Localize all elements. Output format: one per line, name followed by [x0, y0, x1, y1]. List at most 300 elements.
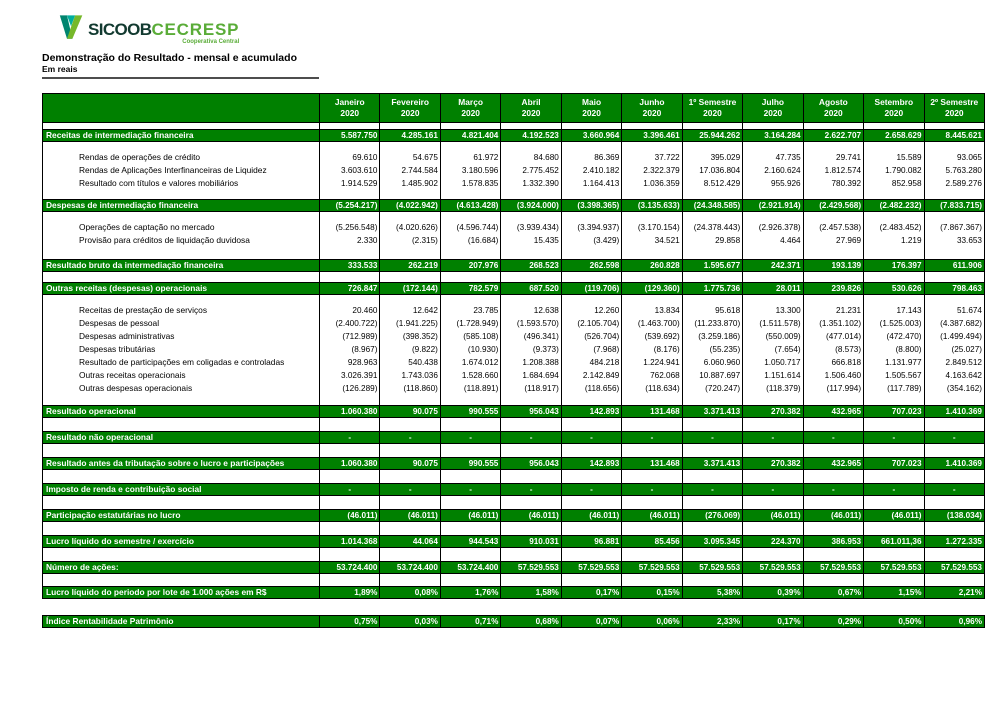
value-cell: - — [561, 432, 621, 443]
value-cell — [863, 272, 923, 282]
value-cell — [621, 395, 681, 405]
value-cell: (496.341) — [500, 330, 560, 343]
value-cell: 530.626 — [863, 283, 923, 294]
month-column-header — [742, 94, 802, 122]
value-cell: (4.020.626) — [379, 221, 439, 234]
value-cell — [561, 574, 621, 586]
row-label: Resultado de participações em coligadas e controladas — [79, 357, 285, 367]
value-cell — [682, 295, 742, 304]
value-cell — [863, 123, 923, 129]
value-cell: 270.382 — [742, 458, 802, 469]
column-header-row — [42, 93, 985, 123]
value-cell — [440, 247, 500, 259]
value-cell: 1.050.717 — [742, 356, 802, 369]
value-cell: (3.394.937) — [561, 221, 621, 234]
value-cell: 17.143 — [863, 304, 923, 317]
value-cell — [319, 522, 379, 535]
value-cell — [440, 548, 500, 561]
value-cell: 262.598 — [561, 260, 621, 271]
unit-label: Em reais — [42, 64, 319, 79]
value-cell: 1.505.567 — [863, 369, 923, 382]
row-label: Provisão para créditos de liquidação duvidosa — [79, 235, 250, 245]
value-cell — [319, 548, 379, 561]
value-cell: 1.743.036 — [379, 369, 439, 382]
section-row — [42, 586, 985, 599]
value-cell — [742, 470, 802, 483]
value-cell: 193.139 — [803, 260, 863, 271]
brand-tagline: Cooperativa Central — [182, 39, 240, 45]
value-cell: (7.654) — [742, 343, 802, 356]
value-cell: (472.470) — [863, 330, 923, 343]
value-cell: (46.011) — [803, 510, 863, 521]
value-cell: 956.043 — [500, 406, 560, 417]
value-cell — [621, 190, 681, 199]
value-cell — [440, 444, 500, 457]
value-cell — [863, 574, 923, 586]
value-cell — [500, 496, 560, 509]
value-cell — [621, 272, 681, 282]
value-cell — [682, 522, 742, 535]
value-cell — [803, 444, 863, 457]
value-cell — [561, 496, 621, 509]
value-cell: 57.529.553 — [924, 562, 984, 573]
row-label: Lucro líquido do periodo por lote de 1.000 ações em R$ — [46, 587, 267, 597]
value-cell: 432.965 — [803, 458, 863, 469]
value-cell: (4.387.682) — [924, 317, 984, 330]
value-cell — [319, 395, 379, 405]
value-cell: (46.011) — [500, 510, 560, 521]
value-cell: 0,03% — [379, 616, 439, 627]
value-cell — [621, 142, 681, 151]
value-cell — [319, 212, 379, 221]
value-cell: 33.653 — [924, 234, 984, 247]
value-cell: 762.068 — [621, 369, 681, 382]
value-cell: - — [561, 484, 621, 495]
value-cell: 852.958 — [863, 177, 923, 190]
value-cell — [561, 190, 621, 199]
value-cell: (477.014) — [803, 330, 863, 343]
value-cell — [500, 123, 560, 129]
value-cell — [379, 574, 439, 586]
detail-row — [42, 164, 985, 177]
value-cell: 4.163.642 — [924, 369, 984, 382]
table-gap — [42, 599, 985, 615]
column-month: Junho — [639, 97, 665, 108]
value-cell — [742, 295, 802, 304]
value-cell: 57.529.553 — [863, 562, 923, 573]
row-label — [43, 496, 319, 509]
value-cell — [379, 496, 439, 509]
section-row — [42, 282, 985, 295]
value-cell: - — [682, 432, 742, 443]
value-cell: 944.543 — [440, 536, 500, 547]
value-cell: (4.596.744) — [440, 221, 500, 234]
value-cell: 1,89% — [319, 587, 379, 598]
spacer-row — [42, 212, 985, 221]
value-cell: 1.528.660 — [440, 369, 500, 382]
value-cell: 1.812.574 — [803, 164, 863, 177]
detail-row — [42, 343, 985, 356]
detail-row — [42, 330, 985, 343]
value-cell: 432.965 — [803, 406, 863, 417]
value-cell — [379, 272, 439, 282]
value-cell — [440, 470, 500, 483]
value-cell — [863, 190, 923, 199]
value-cell — [803, 418, 863, 431]
value-cell — [440, 418, 500, 431]
value-cell: (172.144) — [379, 283, 439, 294]
value-cell — [924, 395, 984, 405]
value-cell: (55.235) — [682, 343, 742, 356]
value-cell: 1.036.359 — [621, 177, 681, 190]
value-cell: 15.435 — [500, 234, 560, 247]
value-cell: 2,21% — [924, 587, 984, 598]
row-label: Resultado com títulos e valores mobiliários — [79, 178, 239, 188]
value-cell: - — [682, 484, 742, 495]
value-cell — [682, 247, 742, 259]
value-cell — [621, 418, 681, 431]
value-cell — [863, 212, 923, 221]
value-cell: (11.233.870) — [682, 317, 742, 330]
section-row — [42, 561, 985, 574]
value-cell — [803, 142, 863, 151]
row-label: Despesas administrativas — [79, 331, 175, 341]
row-label — [43, 212, 319, 221]
value-cell: (3.259.186) — [682, 330, 742, 343]
value-cell — [742, 272, 802, 282]
spacer-row — [42, 247, 985, 259]
value-cell: - — [379, 484, 439, 495]
value-cell: (10.930) — [440, 343, 500, 356]
value-cell: 2.589.276 — [924, 177, 984, 190]
value-cell — [561, 418, 621, 431]
column-year: 2020 — [582, 108, 601, 118]
value-cell: 4.285.161 — [379, 130, 439, 141]
value-cell — [379, 212, 439, 221]
spacer-row — [42, 395, 985, 405]
section-row — [42, 615, 985, 628]
value-cell: - — [440, 484, 500, 495]
row-label: Despesas tributárias — [79, 344, 156, 354]
value-cell — [924, 574, 984, 586]
column-year: 2020 — [824, 108, 843, 118]
value-cell: 1,76% — [440, 587, 500, 598]
value-cell: 262.219 — [379, 260, 439, 271]
value-cell: (117.994) — [803, 382, 863, 395]
row-label: Rendas de Aplicações Interfinanceiras de Liquidez — [79, 165, 267, 175]
value-cell: (46.011) — [440, 510, 500, 521]
value-cell: 1.060.380 — [319, 458, 379, 469]
spacer-row — [42, 470, 985, 483]
value-cell — [379, 190, 439, 199]
value-cell: 176.397 — [863, 260, 923, 271]
row-label: Resultado antes da tributação sobre o lucro e participações — [46, 458, 285, 468]
value-cell: 57.529.553 — [621, 562, 681, 573]
value-cell: 1.014.368 — [319, 536, 379, 547]
column-month: Janeiro — [334, 97, 365, 108]
value-cell — [803, 574, 863, 586]
spacer-row — [42, 522, 985, 535]
value-cell: 1.060.380 — [319, 406, 379, 417]
value-cell — [803, 395, 863, 405]
value-cell — [319, 496, 379, 509]
value-cell — [863, 522, 923, 535]
value-cell: 84.680 — [500, 151, 560, 164]
value-cell: 23.785 — [440, 304, 500, 317]
value-cell: 13.300 — [742, 304, 802, 317]
value-cell — [379, 522, 439, 535]
value-cell — [500, 395, 560, 405]
value-cell — [440, 574, 500, 586]
value-cell — [803, 470, 863, 483]
value-cell: - — [500, 484, 560, 495]
value-cell: 3.660.964 — [561, 130, 621, 141]
value-cell: 955.926 — [742, 177, 802, 190]
value-cell — [500, 190, 560, 199]
value-cell: 707.023 — [863, 458, 923, 469]
section-row — [42, 199, 985, 212]
row-label — [43, 395, 319, 405]
value-cell — [621, 295, 681, 304]
detail-row — [42, 317, 985, 330]
value-cell: 260.828 — [621, 260, 681, 271]
value-cell: 1,15% — [863, 587, 923, 598]
value-cell — [682, 212, 742, 221]
value-cell: 0,06% — [621, 616, 681, 627]
value-cell: (2.926.378) — [742, 221, 802, 234]
detail-row — [42, 221, 985, 234]
value-cell: 12.638 — [500, 304, 560, 317]
value-cell: 8.512.429 — [682, 177, 742, 190]
value-cell: 69.610 — [319, 151, 379, 164]
value-cell — [682, 548, 742, 561]
value-cell: 484.218 — [561, 356, 621, 369]
month-column-header — [682, 94, 742, 122]
value-cell — [561, 123, 621, 129]
row-label: Despesas de intermediação financeira — [46, 200, 199, 210]
value-cell: 1.131.977 — [863, 356, 923, 369]
value-cell: (539.692) — [621, 330, 681, 343]
value-cell: (2.400.722) — [319, 317, 379, 330]
value-cell: 131.468 — [621, 406, 681, 417]
value-cell: (46.011) — [863, 510, 923, 521]
value-cell — [561, 142, 621, 151]
value-cell: 86.369 — [561, 151, 621, 164]
value-cell: 12.260 — [561, 304, 621, 317]
value-cell: 239.826 — [803, 283, 863, 294]
value-cell — [863, 496, 923, 509]
value-cell: (3.924.000) — [500, 200, 560, 211]
value-cell: 54.675 — [379, 151, 439, 164]
value-cell: 0,08% — [379, 587, 439, 598]
value-cell: 0,17% — [561, 587, 621, 598]
value-cell: (3.170.154) — [621, 221, 681, 234]
value-cell: 5.587.750 — [319, 130, 379, 141]
value-cell: 85.456 — [621, 536, 681, 547]
spacer-row — [42, 444, 985, 457]
value-cell — [924, 418, 984, 431]
value-cell: 910.031 — [500, 536, 560, 547]
value-cell: (1.525.003) — [863, 317, 923, 330]
value-cell: 0,96% — [924, 616, 984, 627]
value-cell: 3.603.610 — [319, 164, 379, 177]
value-cell: 90.075 — [379, 458, 439, 469]
value-cell — [319, 470, 379, 483]
value-cell: 990.555 — [440, 458, 500, 469]
value-cell: (2.483.452) — [863, 221, 923, 234]
value-cell: 3.026.391 — [319, 369, 379, 382]
value-cell — [742, 444, 802, 457]
value-cell: (1.511.578) — [742, 317, 802, 330]
detail-row — [42, 304, 985, 317]
value-cell — [561, 444, 621, 457]
value-cell — [924, 444, 984, 457]
statement-table — [42, 93, 985, 628]
value-cell: - — [803, 484, 863, 495]
value-cell: 3.396.461 — [621, 130, 681, 141]
value-cell — [621, 123, 681, 129]
value-cell — [682, 123, 742, 129]
value-cell — [621, 470, 681, 483]
column-month: Maio — [582, 97, 602, 108]
value-cell — [379, 142, 439, 151]
value-cell: (4.022.942) — [379, 200, 439, 211]
value-cell — [863, 395, 923, 405]
value-cell: 4.821.404 — [440, 130, 500, 141]
value-cell: 1.775.736 — [682, 283, 742, 294]
value-cell — [803, 212, 863, 221]
value-cell: (3.135.633) — [621, 200, 681, 211]
report-title: Demonstração do Resultado - mensal e acumulado — [42, 52, 297, 64]
row-label — [43, 142, 319, 151]
value-cell: 1,58% — [500, 587, 560, 598]
value-cell — [440, 522, 500, 535]
value-cell: (7.867.367) — [924, 221, 984, 234]
value-cell: 61.972 — [440, 151, 500, 164]
value-cell — [621, 522, 681, 535]
value-cell: 268.523 — [500, 260, 560, 271]
value-cell — [561, 522, 621, 535]
row-label — [43, 295, 319, 304]
brand-logo — [58, 15, 239, 45]
value-cell: 928.963 — [319, 356, 379, 369]
detail-row — [42, 177, 985, 190]
value-cell: 57.529.553 — [682, 562, 742, 573]
value-cell: 0,39% — [742, 587, 802, 598]
column-year: 2020 — [340, 108, 360, 118]
value-cell: 1.332.390 — [500, 177, 560, 190]
value-cell: 12.642 — [379, 304, 439, 317]
value-cell — [440, 123, 500, 129]
detail-row — [42, 151, 985, 164]
value-cell: (117.789) — [863, 382, 923, 395]
value-cell: 2.849.512 — [924, 356, 984, 369]
value-cell: 2.322.379 — [621, 164, 681, 177]
value-cell — [500, 142, 560, 151]
value-cell: 3.371.413 — [682, 406, 742, 417]
value-cell: - — [863, 432, 923, 443]
value-cell: - — [319, 432, 379, 443]
value-cell: 53.724.400 — [379, 562, 439, 573]
value-cell — [863, 548, 923, 561]
month-column-header — [379, 94, 439, 122]
value-cell: 57.529.553 — [561, 562, 621, 573]
spacer-row — [42, 190, 985, 199]
row-label: Outras receitas operacionais — [79, 370, 186, 380]
section-row — [42, 431, 985, 444]
value-cell: 0,67% — [803, 587, 863, 598]
value-cell — [682, 190, 742, 199]
value-cell: 1.410.369 — [924, 458, 984, 469]
value-cell — [924, 496, 984, 509]
value-cell: (1.499.494) — [924, 330, 984, 343]
value-cell: 687.520 — [500, 283, 560, 294]
value-cell: 2.160.624 — [742, 164, 802, 177]
value-cell: - — [863, 484, 923, 495]
value-cell: (585.108) — [440, 330, 500, 343]
detail-row — [42, 369, 985, 382]
value-cell — [863, 444, 923, 457]
value-cell — [924, 295, 984, 304]
value-cell: 1.164.413 — [561, 177, 621, 190]
sicoob-v-icon — [58, 15, 85, 41]
brand-suffix: CECRESP — [151, 20, 240, 39]
value-cell — [682, 395, 742, 405]
value-cell: 53.724.400 — [440, 562, 500, 573]
section-row — [42, 483, 985, 496]
value-cell: (1.351.102) — [803, 317, 863, 330]
value-cell — [319, 190, 379, 199]
value-cell — [863, 295, 923, 304]
spacer-row — [42, 418, 985, 431]
spacer-row — [42, 548, 985, 561]
value-cell: 28.011 — [742, 283, 802, 294]
value-cell — [440, 496, 500, 509]
value-cell — [803, 272, 863, 282]
value-cell — [319, 123, 379, 129]
column-year: 2020 — [461, 108, 480, 118]
value-cell: 395.029 — [682, 151, 742, 164]
section-row — [42, 535, 985, 548]
value-cell: 2.775.452 — [500, 164, 560, 177]
value-cell: - — [621, 432, 681, 443]
value-cell: (2.482.232) — [863, 200, 923, 211]
value-cell — [742, 548, 802, 561]
value-cell — [500, 418, 560, 431]
value-cell: 2.622.707 — [803, 130, 863, 141]
value-cell — [742, 418, 802, 431]
value-cell: 0,68% — [500, 616, 560, 627]
value-cell: - — [379, 432, 439, 443]
row-label — [43, 123, 319, 129]
value-cell: (118.634) — [621, 382, 681, 395]
value-cell: 96.881 — [561, 536, 621, 547]
value-cell: 1.506.460 — [803, 369, 863, 382]
value-cell: 95.618 — [682, 304, 742, 317]
value-cell: 0,17% — [742, 616, 802, 627]
value-cell: (2.457.538) — [803, 221, 863, 234]
value-cell: (8.800) — [863, 343, 923, 356]
value-cell — [319, 444, 379, 457]
value-cell: 57.529.553 — [803, 562, 863, 573]
row-label: Resultado operacional — [46, 406, 136, 416]
value-cell: (8.573) — [803, 343, 863, 356]
column-month: Abril — [521, 97, 541, 108]
section-row — [42, 405, 985, 418]
row-label: Imposto de renda e contribuição social — [46, 484, 202, 494]
month-column-header — [621, 94, 681, 122]
value-cell: 1.790.082 — [863, 164, 923, 177]
